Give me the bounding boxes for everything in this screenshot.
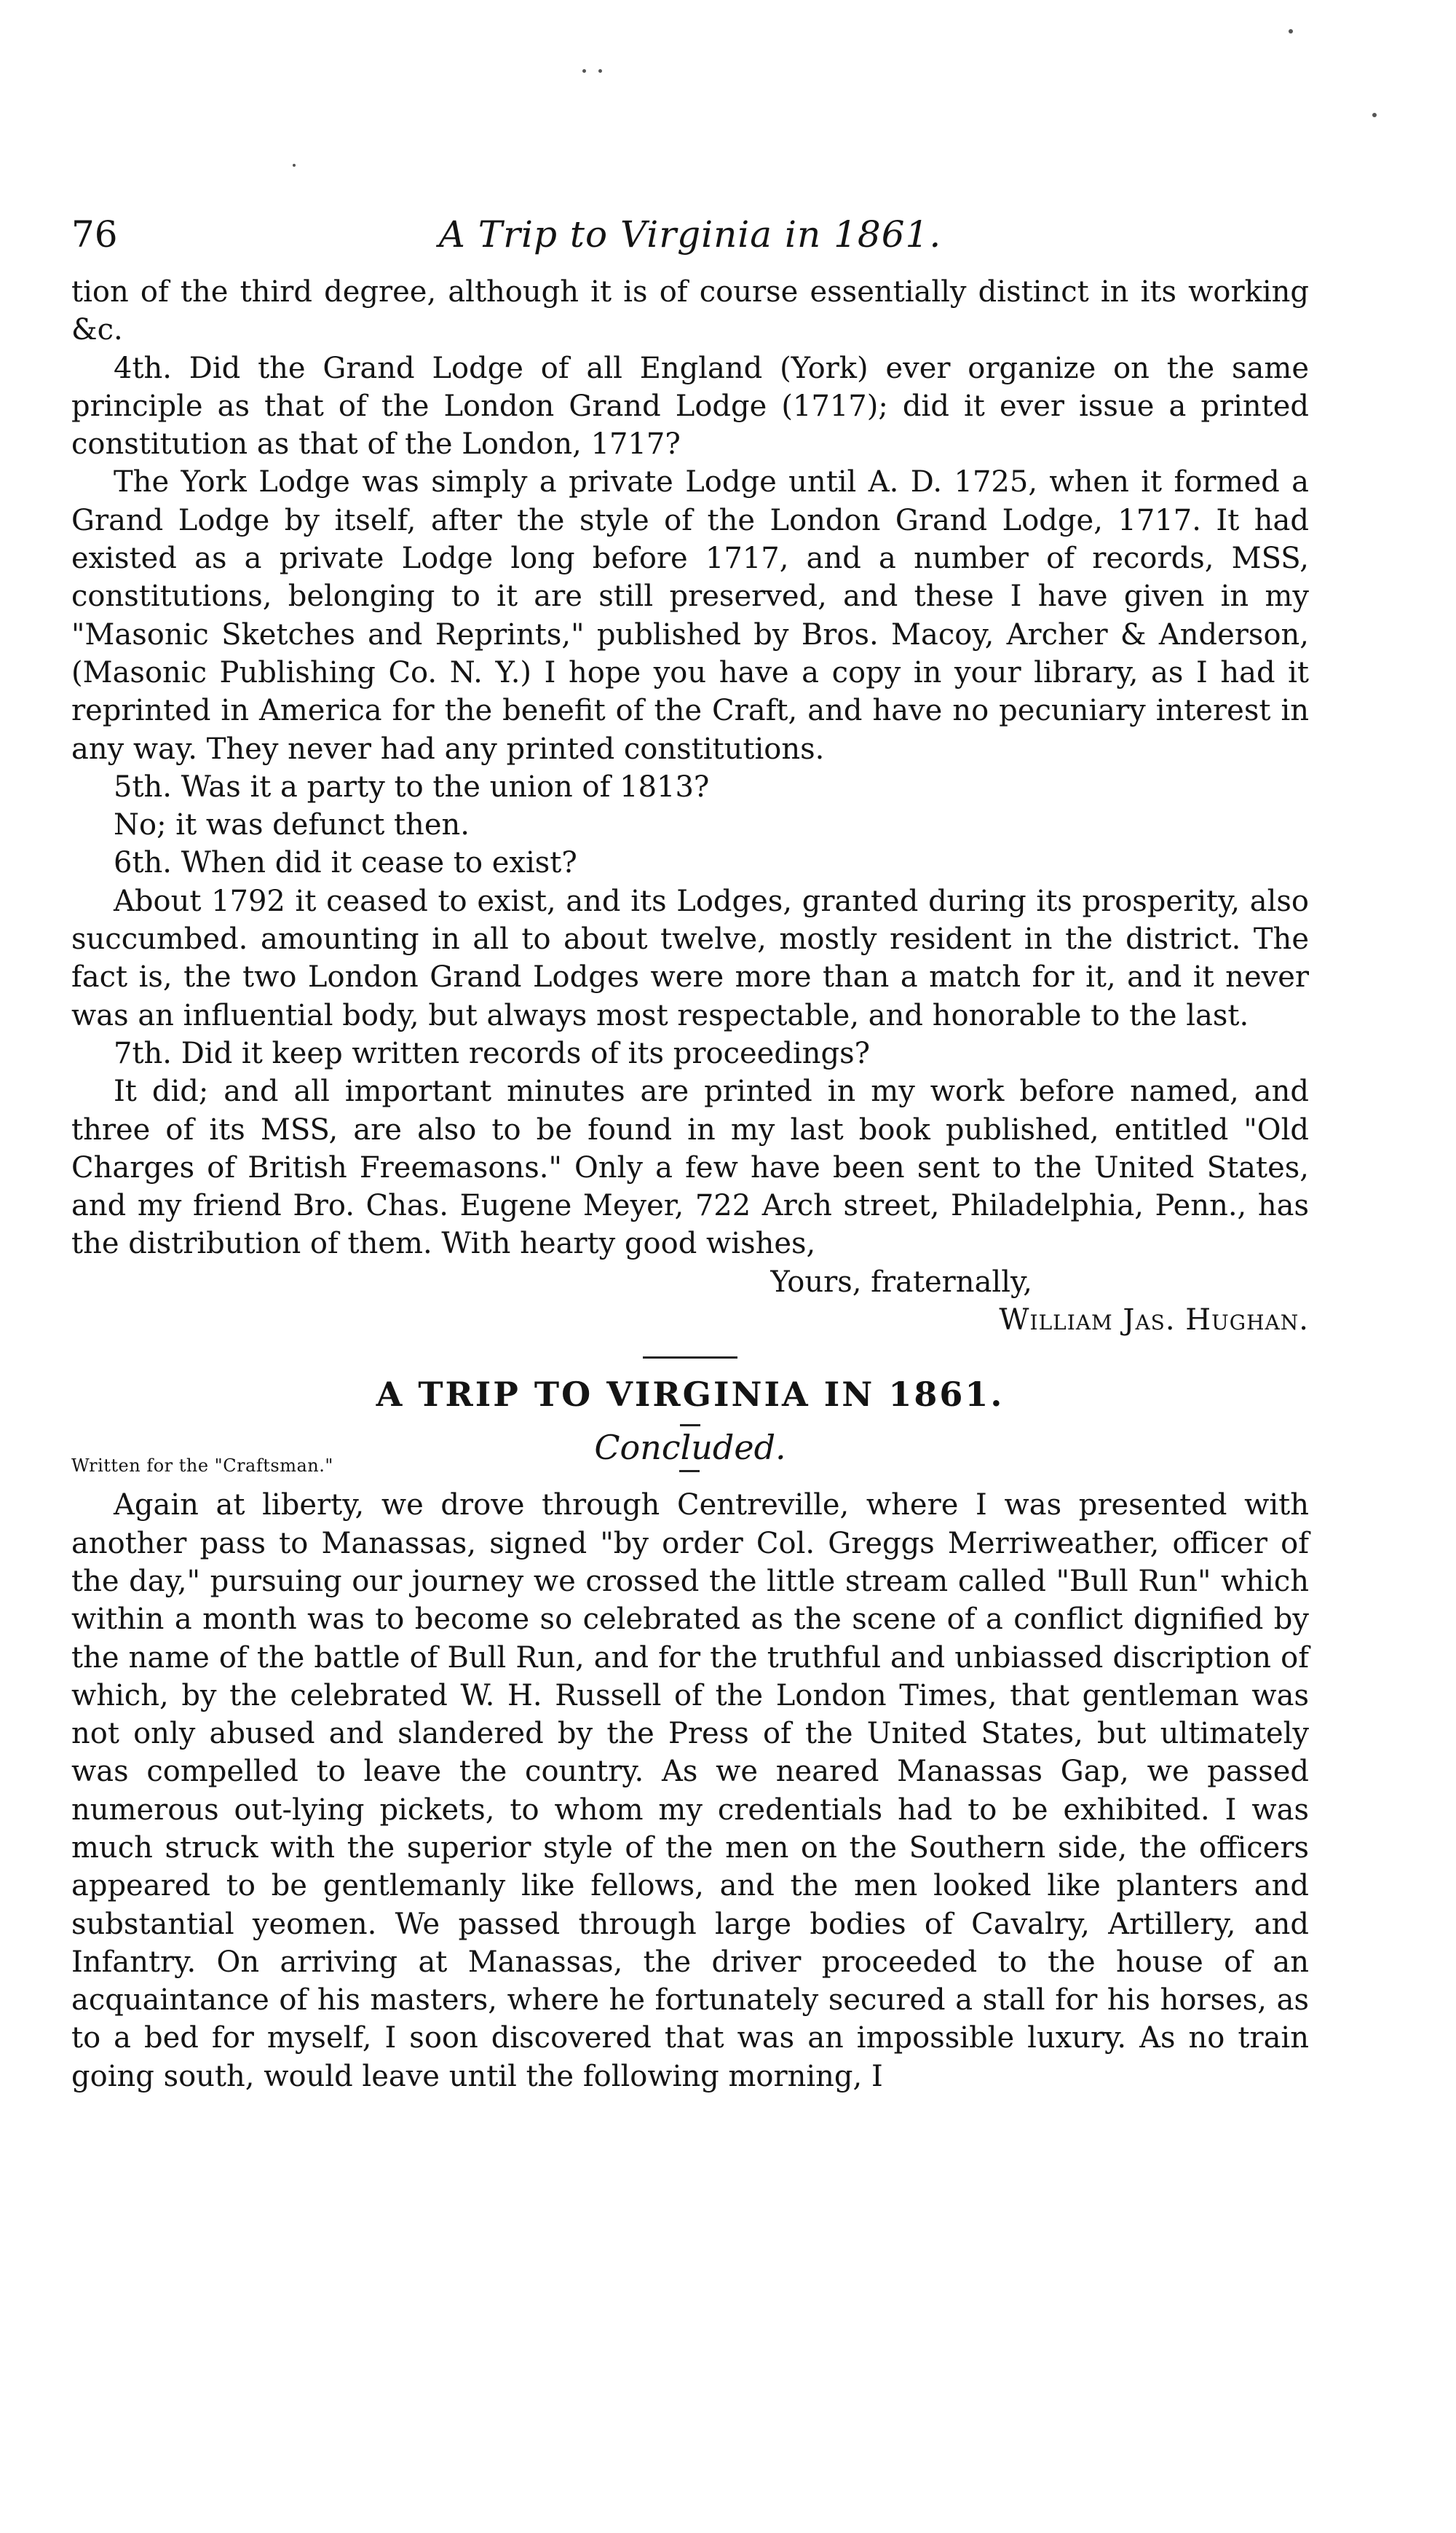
page-number: 76	[71, 213, 118, 256]
letter-closing: Yours, fraternally,	[770, 1265, 1032, 1299]
print-speck	[1372, 113, 1377, 117]
letter-paragraph: 7th. Did it keep written records of its proceedings?	[114, 1036, 871, 1070]
letter-section	[71, 273, 1309, 1339]
book-page	[71, 193, 1309, 2095]
letter-paragraph: About 1792 it ceased to exist, and its Lodges, granted during its prosperity, also succumbed. amounting in all to about twelve, mostly resident in the district. The fact is, the two London Grand Lodges were more than a match for it, and it never was an influential body, but always most respectable, and honorable to the last.	[71, 884, 1309, 1032]
running-title: A Trip to Virginia in 1861.	[438, 213, 942, 256]
article-subtitle: Concluded.	[594, 1428, 786, 1468]
article-subheader	[71, 1426, 1309, 1477]
article-section	[71, 1369, 1309, 2095]
letter-paragraph: It did; and all important minutes are printed in my work before named, and three of its MSS, are also to be found in my last book published, entitled "Old Charges of British Freemasons." Only a few have been sent to the United States, and my friend Bro. Chas. Eugene Meyer, 722 Arch street, Philadelphia, Penn., has the distribution of them. With hearty good wishes,	[71, 1075, 1309, 1261]
article-title: A TRIP TO VIRGINIA IN 1861.	[376, 1375, 1005, 1415]
page-header	[71, 193, 1309, 273]
letter-paragraph: 4th. Did the Grand Lodge of all England (York) ever organize on the same principle as that of the London Grand Lodge (1717); did it ever issue a printed constitution as that of the London, 1717?	[71, 351, 1309, 462]
letter-paragraph: tion of the third degree, although it is of course essentially distinct in its working &c.	[71, 275, 1309, 347]
print-speck	[598, 69, 602, 73]
letter-paragraph: No; it was defunct then.	[114, 808, 470, 842]
letter-signature: William Jas. Hughan.	[999, 1303, 1309, 1337]
print-speck	[1289, 29, 1293, 33]
letter-paragraph: 6th. When did it cease to exist?	[114, 846, 577, 880]
subtitle-dash	[679, 1470, 700, 1472]
section-divider	[643, 1356, 737, 1359]
print-speck	[582, 69, 586, 73]
article-byline: Written for the "Craftsman."	[71, 1455, 333, 1477]
letter-paragraph: 5th. Was it a party to the union of 1813?	[114, 770, 710, 804]
print-speck	[293, 164, 296, 167]
letter-paragraph: The York Lodge was simply a private Lodge until A. D. 1725, when it formed a Grand Lodge by itself, after the style of the London Grand Lodge, 1717. It had existed as a private Lodge long before 1717, and a number of records, MSS, constitutions, belonging to it are still preserved, and these I have given in my "Masonic Sketches and Reprints," published by Bros. Macoy, Archer & Anderson, (Masonic Publishing Co. N. Y.) I hope you have a copy in your library, as I had it reprinted in America for the benefit of the Craft, and have no pecuniary interest in any way. They never had any printed constitutions.	[71, 465, 1309, 766]
article-paragraph: Again at liberty, we drove through Centreville, where I was presented with another pass to Manassas, signed "by order Col. Greggs Merriweather, officer of the day," pursuing our journey we crossed the little stream called "Bull Run" which within a month was to become so celebrated as the scene of a conflict dignified by the name of the battle of Bull Run, and for the truthful and unbiassed discription of which, by the celebrated W. H. Russell of the London Times, that gentleman was not only abused and slandered by the Press of the United States, but ultimately was compelled to leave the country. As we neared Manassas Gap, we passed numerous out-lying pickets, to whom my credentials had to be exhibited. I was much struck with the superior style of the men on the Southern side, the officers appeared to be gentlemanly like fellows, and the men looked like planters and substantial yeomen. We passed through large bodies of Cavalry, Artillery, and Infantry. On arriving at Manassas, the driver proceeded to the house of an acquaintance of his masters, where he fortunately secured a stall for his horses, as to a bed for myself, I soon discovered that was an impossible luxury. As no train going south, would leave until the following morning, I	[71, 1488, 1309, 2093]
